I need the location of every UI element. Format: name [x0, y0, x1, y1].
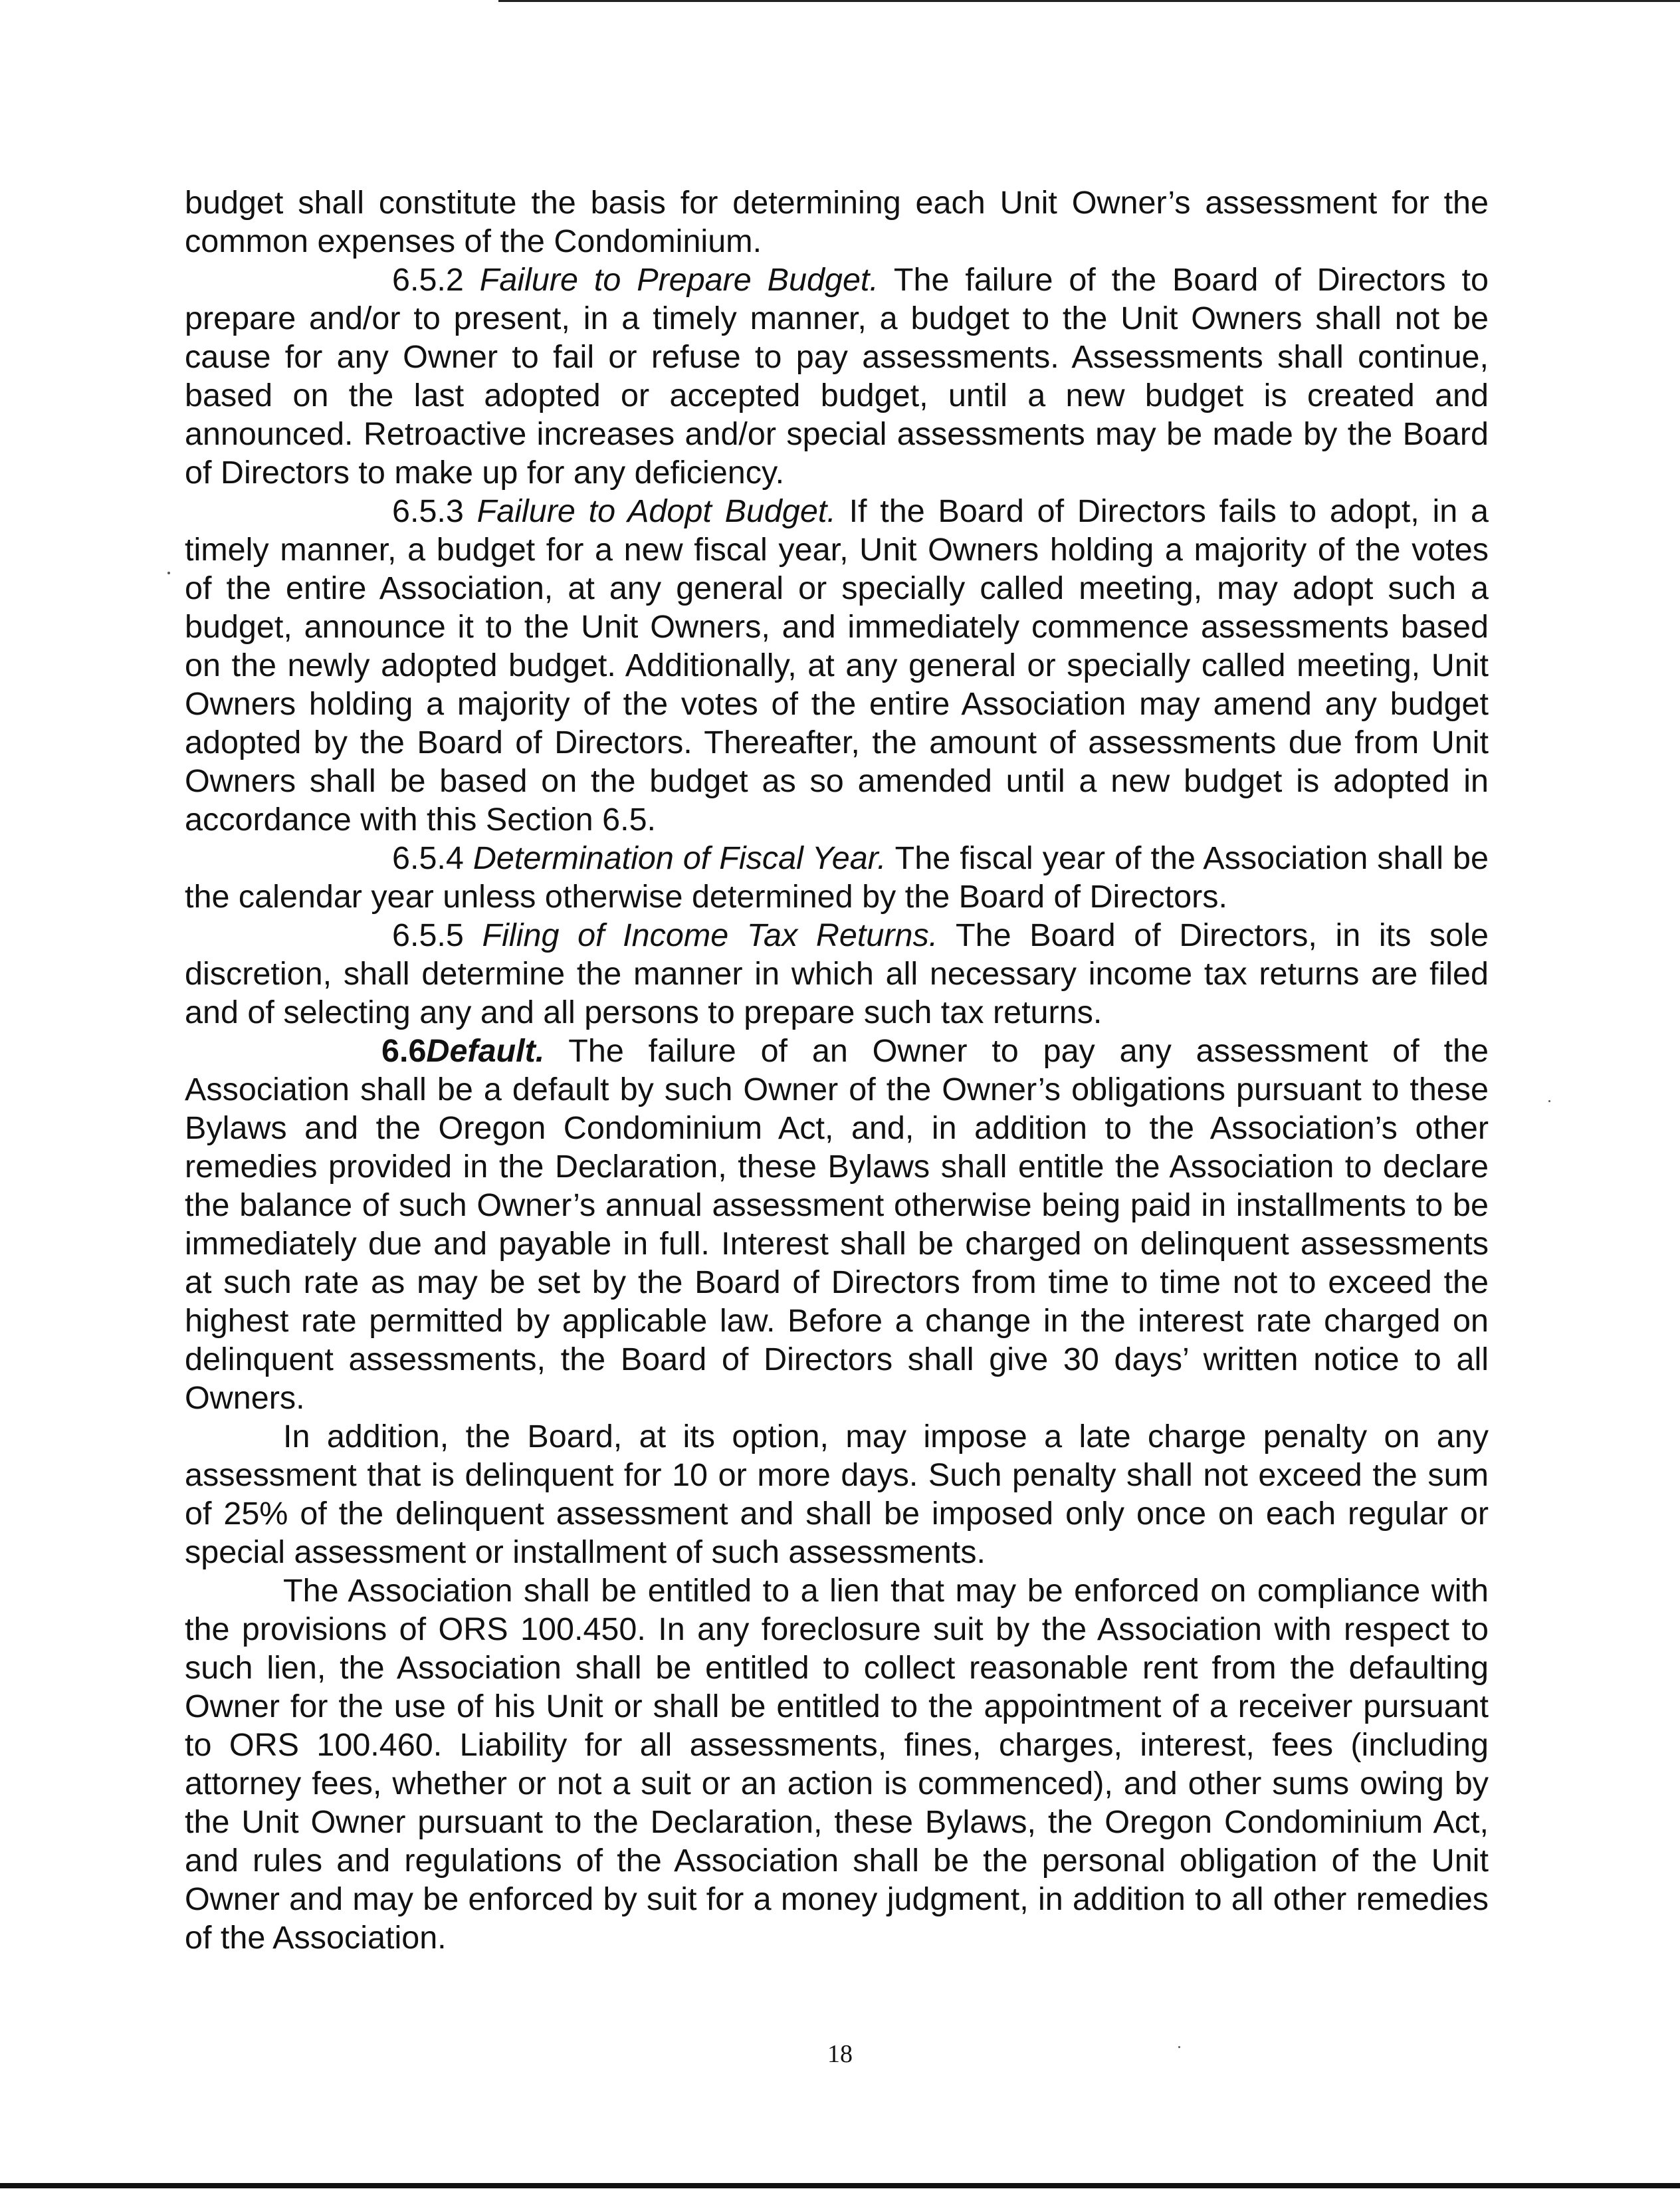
- section-number: 6.5.3: [392, 493, 464, 529]
- scan-speck: [1548, 1100, 1550, 1102]
- section-body: The fiscal year of the Association shall be the calendar year unless otherwise determined by the Board of Directors.: [185, 840, 1489, 915]
- paragraph-continuation: [185, 183, 1489, 261]
- lien-text: The Association shall be entitled to a lien that may be enforced on compliance with the provisions of ORS 100.450. In any foreclosure suit by the Association with respect to such lien, the Association shall be entitled to collect reasonable rent from the defaulting Owner for the use of his Unit or shall be entitled to the appointment of a receiver pursuant to ORS 100.460. Liability for all assessments, fines, charges, interest, fees (including attorney fees, whether or not a suit or an action is commenced), and other sums owing by the Unit Owner pursuant to the Declaration, these Bylaws, the Oregon Condominium Act, and rules and regulations of the Association shall be the personal obligation of the Unit Owner and may be enforced by suit for a money judgment, in addition to all other remedies of the Association.: [185, 1573, 1489, 1956]
- section-6-5-4: [185, 839, 1489, 916]
- section-6-5-2: [185, 261, 1489, 492]
- section-number: 6.5.5: [392, 917, 464, 953]
- section-number: 6.5.4: [392, 840, 464, 876]
- section-body: If the Board of Directors fails to adopt, in a timely manner, a budget for a new fiscal year, Unit Owners holding a majority of the votes of the entire Association, at any general or specially called meeting, may adopt such a budget, announce it to the Unit Owners, and immediately commence assessments based on the newly adopted budget. Additionally, at any general or specially called meeting, Unit Owners holding a majority of the votes of the entire Association may amend any budget adopted by the Board of Directors. Thereafter, the amount of assessments due from Unit Owners shall be based on the budget as so amended until a new budget is adopted in accordance with this Section 6.5.: [185, 493, 1489, 838]
- bottom-scan-rule: [0, 2183, 1680, 2188]
- section-title: Failure to Adopt Budget.: [476, 493, 836, 529]
- late-charge-text: In addition, the Board, at its option, may impose a late charge penalty on any assessment that is delinquent for 10 or more days. Such penalty shall not exceed the sum of 25% of the delinquent assessment and shall be imposed only once on each regular or special assessment or installment of such assessments.: [185, 1419, 1489, 1570]
- section-6-5-5: [185, 916, 1489, 1032]
- section-body: The failure of the Board of Directors to prepare and/or to present, in a timely manner, a budget to the Unit Owners shall not be cause for any Owner to fail or refuse to pay assessments. Assessments shall continue, based on the last adopted or accepted budget, until a new budget is created and announced. Retroactive increases and/or special assessments may be made by the Board of Directors to make up for any deficiency.: [185, 262, 1489, 491]
- section-6-6-default: [185, 1032, 1489, 1417]
- section-body: The Board of Directors, in its sole discretion, shall determine the manner in which all necessary income tax returns are filed and of selecting any and all persons to prepare such tax returns.: [185, 917, 1489, 1030]
- paragraph-late-charge: [185, 1417, 1489, 1571]
- document-body: [185, 183, 1489, 1957]
- scan-speck: [1178, 2046, 1180, 2048]
- section-6-5-3: [185, 492, 1489, 839]
- page-number: 18: [827, 2040, 853, 2068]
- section-number: 6.6: [381, 1033, 427, 1069]
- paragraph-lien: [185, 1571, 1489, 1957]
- top-scan-rule: [498, 0, 1680, 2]
- continuation-text: budget shall constitute the basis for determining each Unit Owner’s assessment for the common expenses of the Condominium.: [185, 185, 1489, 259]
- section-title: Default.: [426, 1033, 545, 1069]
- section-title: Failure to Prepare Budget.: [479, 262, 879, 298]
- scan-speck: [167, 572, 170, 574]
- section-title: Determination of Fiscal Year.: [472, 840, 887, 876]
- section-number: 6.5.2: [392, 262, 464, 298]
- section-title: Filing of Income Tax Returns.: [482, 917, 938, 953]
- section-body: The failure of an Owner to pay any assessment of the Association shall be a default by such Owner of the Owner’s obligations pursuant to these Bylaws and the Oregon Condominium Act, and, in addition to the Association’s other remedies provided in the Declaration, these Bylaws shall entitle the Association to declare the balance of such Owner’s annual assessment otherwise being paid in installments to be immediately due and payable in full. Interest shall be charged on delinquent assessments at such rate as may be set by the Board of Directors from time to time not to exceed the highest rate permitted by applicable law. Before a change in the interest rate charged on delinquent assessments, the Board of Directors shall give 30 days’ written notice to all Owners.: [185, 1033, 1489, 1416]
